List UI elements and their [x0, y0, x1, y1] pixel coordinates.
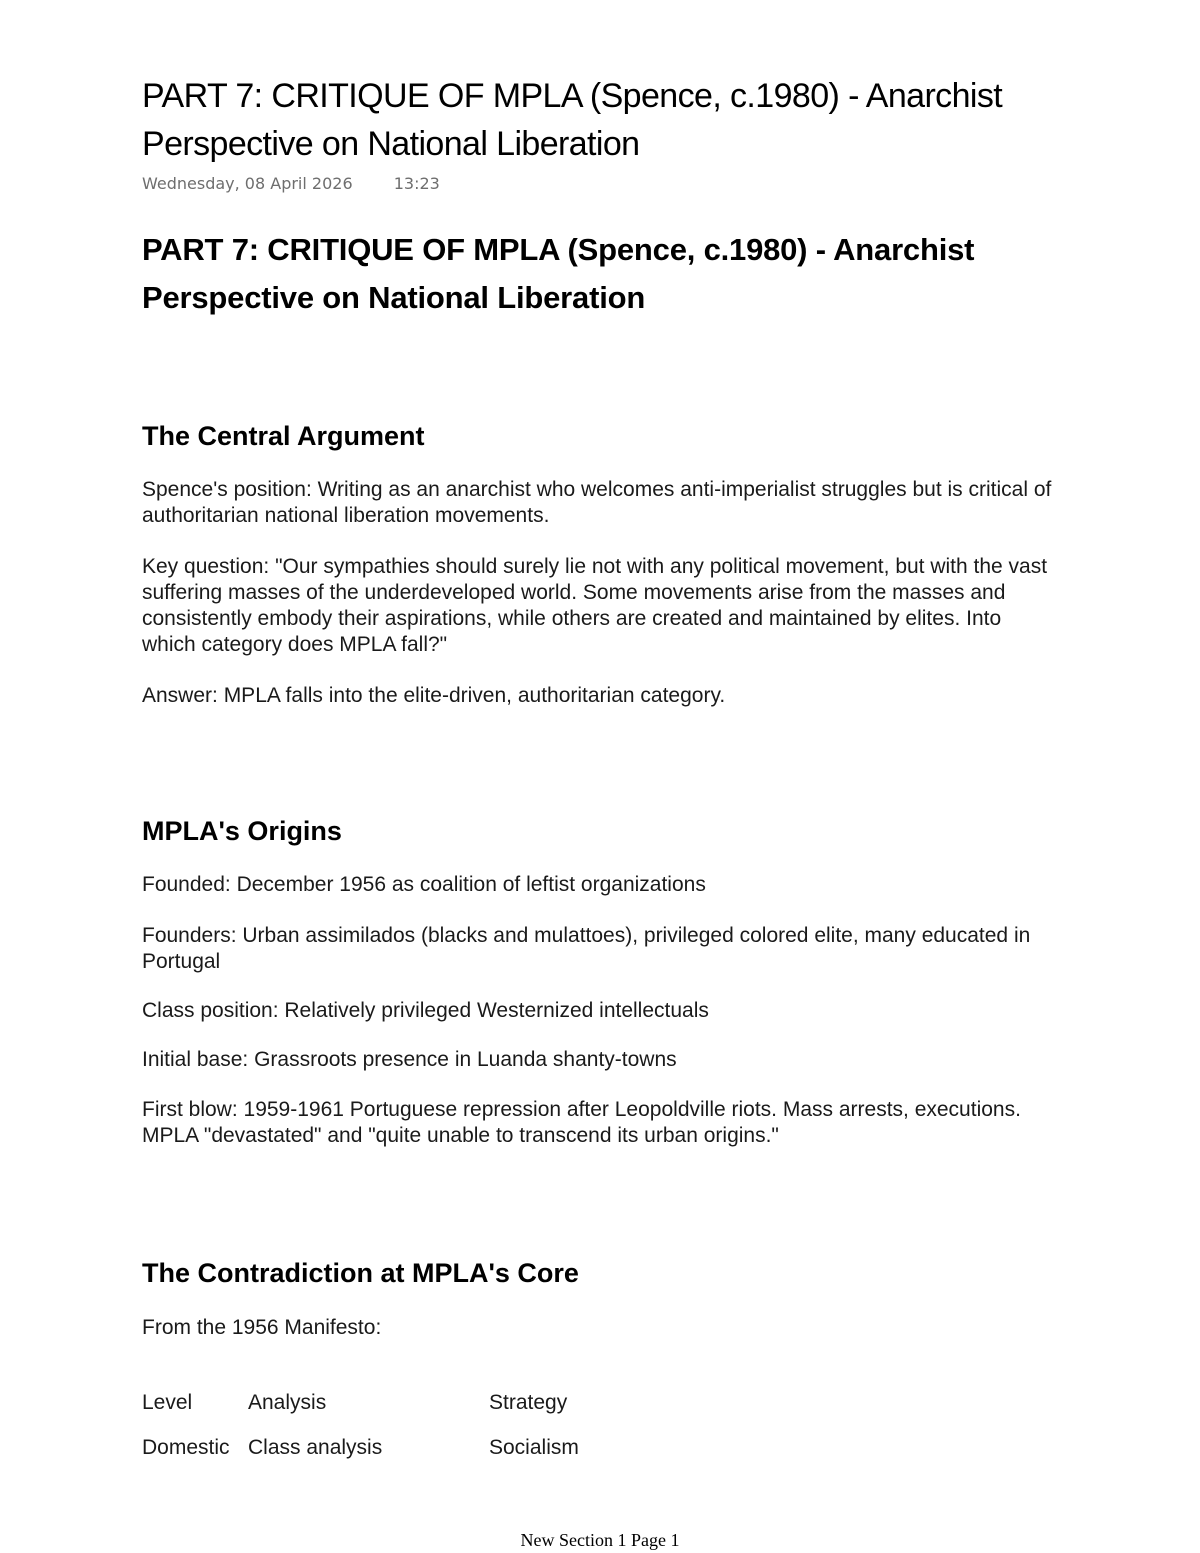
- table-header-row: [142, 1380, 689, 1425]
- table-row: [142, 1425, 689, 1470]
- paragraph: From the 1956 Manifesto:: [142, 1316, 382, 1339]
- page-title: PART 7: CRITIQUE OF MPLA (Spence, c.1980) - Anarchist Perspective on National Liberation: [142, 77, 1003, 163]
- table-header-cell: Strategy: [489, 1390, 568, 1414]
- note-content: [142, 226, 1052, 1459]
- paragraph: Key question: "Our sympathies should surely lie not with any political movement, but with the vast suffering masses of the underdeveloped world. Some movements arise from the masses and consistently embody their aspirations, while others are created and maintained by elites. Into which category does MPLA fall?": [142, 555, 1048, 656]
- section-heading-origins: MPLA's Origins: [142, 816, 342, 846]
- paragraph: Answer: MPLA falls into the elite-driven, authoritarian category.: [142, 684, 726, 707]
- section-heading-contradiction: The Contradiction at MPLA's Core: [142, 1258, 579, 1288]
- page-date: Wednesday, 08 April 2026: [142, 174, 353, 193]
- section-heading-central-argument: The Central Argument: [142, 421, 425, 451]
- paragraph: Class position: Relatively privileged Westernized intellectuals: [142, 999, 709, 1022]
- table-header-cell: Level: [142, 1390, 193, 1414]
- manifesto-table: [142, 1380, 689, 1470]
- page-footer: New Section 1 Page 1: [520, 1530, 680, 1550]
- page-time: 13:23: [393, 174, 440, 193]
- page-meta: [142, 174, 440, 193]
- paragraph: First blow: 1959-1961 Portuguese repression after Leopoldville riots. Mass arrests, executions. MPLA "devastated" and "quite unable to transcend its urban origins.": [142, 1098, 1021, 1147]
- paragraph: Initial base: Grassroots presence in Luanda shanty-towns: [142, 1048, 677, 1071]
- paragraph: Founders: Urban assimilados (blacks and mulattoes), privileged colored elite, many educated in Portugal: [142, 924, 1031, 973]
- table-header-cell: Analysis: [248, 1390, 327, 1414]
- table-cell: Domestic: [142, 1435, 230, 1459]
- paragraph: Spence's position: Writing as an anarchist who welcomes anti-imperialist struggles but is critical of authoritarian national liberation movements.: [142, 478, 1052, 527]
- paragraph: Founded: December 1956 as coalition of leftist organizations: [142, 873, 706, 896]
- table-cell: Socialism: [489, 1435, 579, 1459]
- table-cell: Class analysis: [248, 1435, 383, 1459]
- document-heading: PART 7: CRITIQUE OF MPLA (Spence, c.1980) - Anarchist Perspective on National Liberation: [142, 232, 975, 315]
